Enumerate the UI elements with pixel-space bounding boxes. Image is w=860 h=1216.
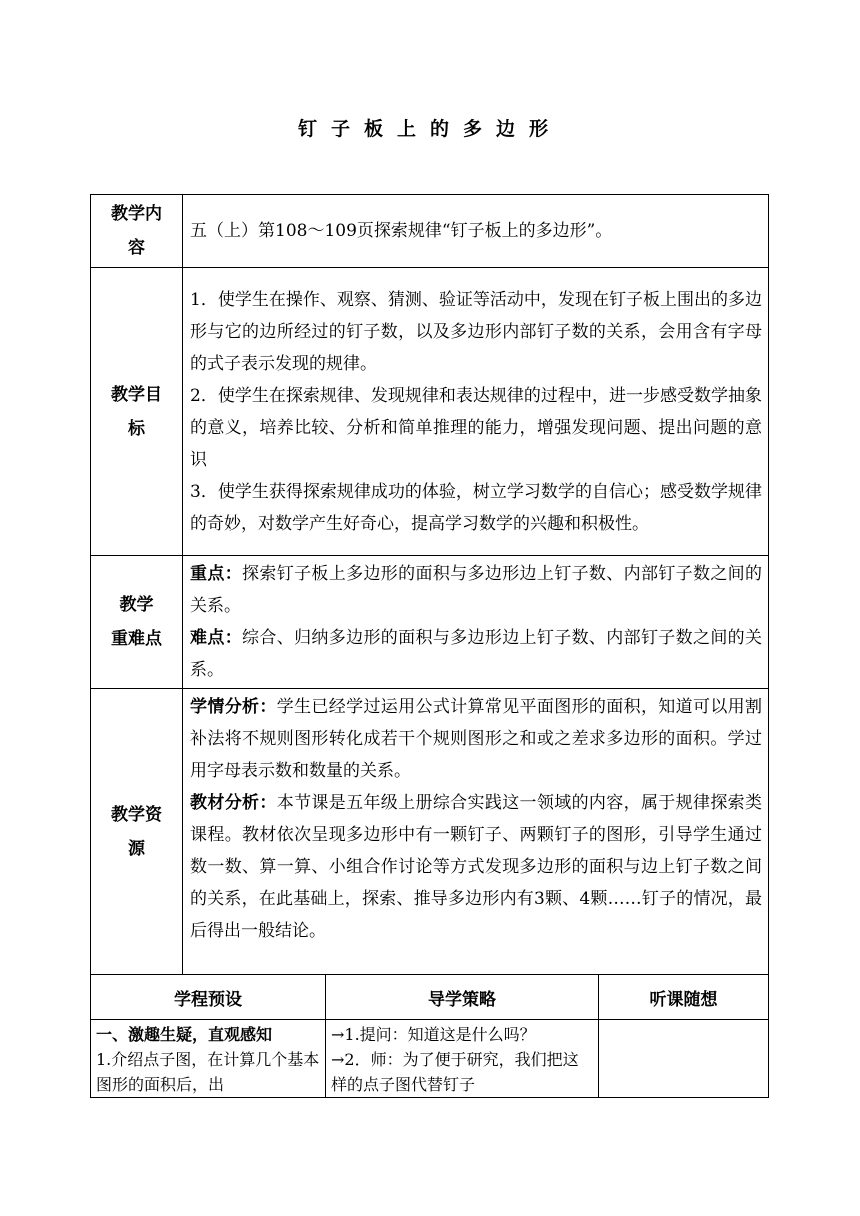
student-analysis-text: 学生已经学过运用公式计算常见平面图形的面积，知道可以用割补法将不规则图形转化成若干个规则图形之和或之差求多边形的面积。学过用字母表示数和数量的关系。 bbox=[190, 697, 763, 781]
label-teaching-content bbox=[91, 195, 183, 268]
teaching-goals-cell bbox=[183, 268, 769, 556]
student-analysis bbox=[190, 691, 762, 787]
guiding-strategy-cell bbox=[326, 1020, 599, 1098]
header-guiding-strategy: 导学策略 bbox=[326, 975, 599, 1020]
teaching-content-text: 五（上）第108～109页探索规律“钉子板上的多边形”。 bbox=[190, 221, 613, 241]
process-section-heading: 一、激趣生疑，直观感知 bbox=[96, 1025, 273, 1044]
goal-item-1: 1．使学生在操作、观察、猜测、验证等活动中，发现在钉子板上围出的多边形与它的边所经过的钉子数，以及多边形内部钉子数的关系，会用含有字母的式子表示发现的规律。 bbox=[190, 289, 763, 374]
header-learning-process: 学程预设 bbox=[91, 975, 326, 1020]
label-line-1: 教学内 bbox=[111, 204, 162, 224]
key-point-text: 探索钉子板上多边形的面积与多边形边上钉子数、内部钉子数之间的关系。 bbox=[190, 564, 763, 616]
strategy-line-2: →2．师：为了便于研究，我们把这样的点子图代替钉子 bbox=[331, 1050, 579, 1094]
difficult-point-label: 难点： bbox=[190, 628, 243, 648]
student-analysis-label: 学情分析： bbox=[190, 697, 277, 717]
header-observation-notes: 听课随想 bbox=[599, 975, 769, 1020]
goal-item-2: 2．使学生在探索规律、发现规律和表达规律的过程中，进一步感受数学抽象的意义，培养比较、分析和简单推理的能力，增强发现问题、提出问题的意识 bbox=[190, 385, 763, 470]
row-teaching-goals bbox=[91, 268, 769, 556]
key-point bbox=[190, 558, 762, 622]
difficult-point-text: 综合、归纳多边形的面积与多边形边上钉子数、内部钉子数之间的关系。 bbox=[190, 628, 763, 680]
row-teaching-content bbox=[91, 195, 769, 268]
label-key-difficult-points bbox=[91, 556, 183, 689]
lesson-plan-table bbox=[90, 194, 769, 1098]
label-line-2: 容 bbox=[128, 238, 145, 258]
row-key-difficult-points bbox=[91, 556, 769, 689]
label-teaching-goals bbox=[91, 268, 183, 556]
label-line-2: 源 bbox=[128, 838, 145, 859]
page-title: 钉子板上的多边形 bbox=[297, 118, 562, 140]
process-step-text: 1.介绍点子图，在计算几个基本图形的面积后，出 bbox=[96, 1050, 320, 1094]
observation-notes-cell bbox=[599, 1020, 769, 1098]
key-difficult-cell bbox=[183, 556, 769, 689]
label-line-1: 教学资 bbox=[111, 804, 162, 825]
process-header-row bbox=[91, 975, 769, 1020]
label-line-2: 重难点 bbox=[111, 629, 162, 649]
label-teaching-resources bbox=[91, 689, 183, 975]
textbook-analysis-label: 教材分析： bbox=[190, 793, 277, 813]
strategy-line-1: →1.提问：知道这是什么吗？ bbox=[331, 1025, 536, 1044]
textbook-analysis bbox=[190, 787, 762, 947]
goal-item-3: 3．使学生获得探索规律成功的体验，树立学习数学的自信心；感受数学规律的奇妙，对数学产生好奇心，提高学习数学的兴趣和积极性。 bbox=[190, 481, 763, 534]
teaching-content-cell bbox=[183, 195, 769, 268]
row-teaching-resources bbox=[91, 689, 769, 975]
process-row-1 bbox=[91, 1020, 769, 1098]
label-line-1: 教学 bbox=[119, 595, 154, 615]
label-line-1: 教学目 bbox=[111, 384, 162, 405]
learning-process-cell bbox=[91, 1020, 326, 1098]
key-point-label: 重点： bbox=[190, 564, 243, 584]
label-line-2: 标 bbox=[128, 418, 145, 439]
textbook-analysis-text: 本节课是五年级上册综合实践这一领域的内容，属于规律探索类课程。教材依次呈现多边形中有一颗钉子、两颗钉子的图形，引导学生通过数一数、算一算、小组合作讨论等方式发现多边形的面积与边上钉子数之间的关系，在此基础上，探索、推导多边形内有3颗、4颗……钉子的情况，最后得出一般结论。 bbox=[190, 793, 763, 941]
teaching-resources-cell bbox=[183, 689, 769, 975]
difficult-point bbox=[190, 622, 762, 686]
